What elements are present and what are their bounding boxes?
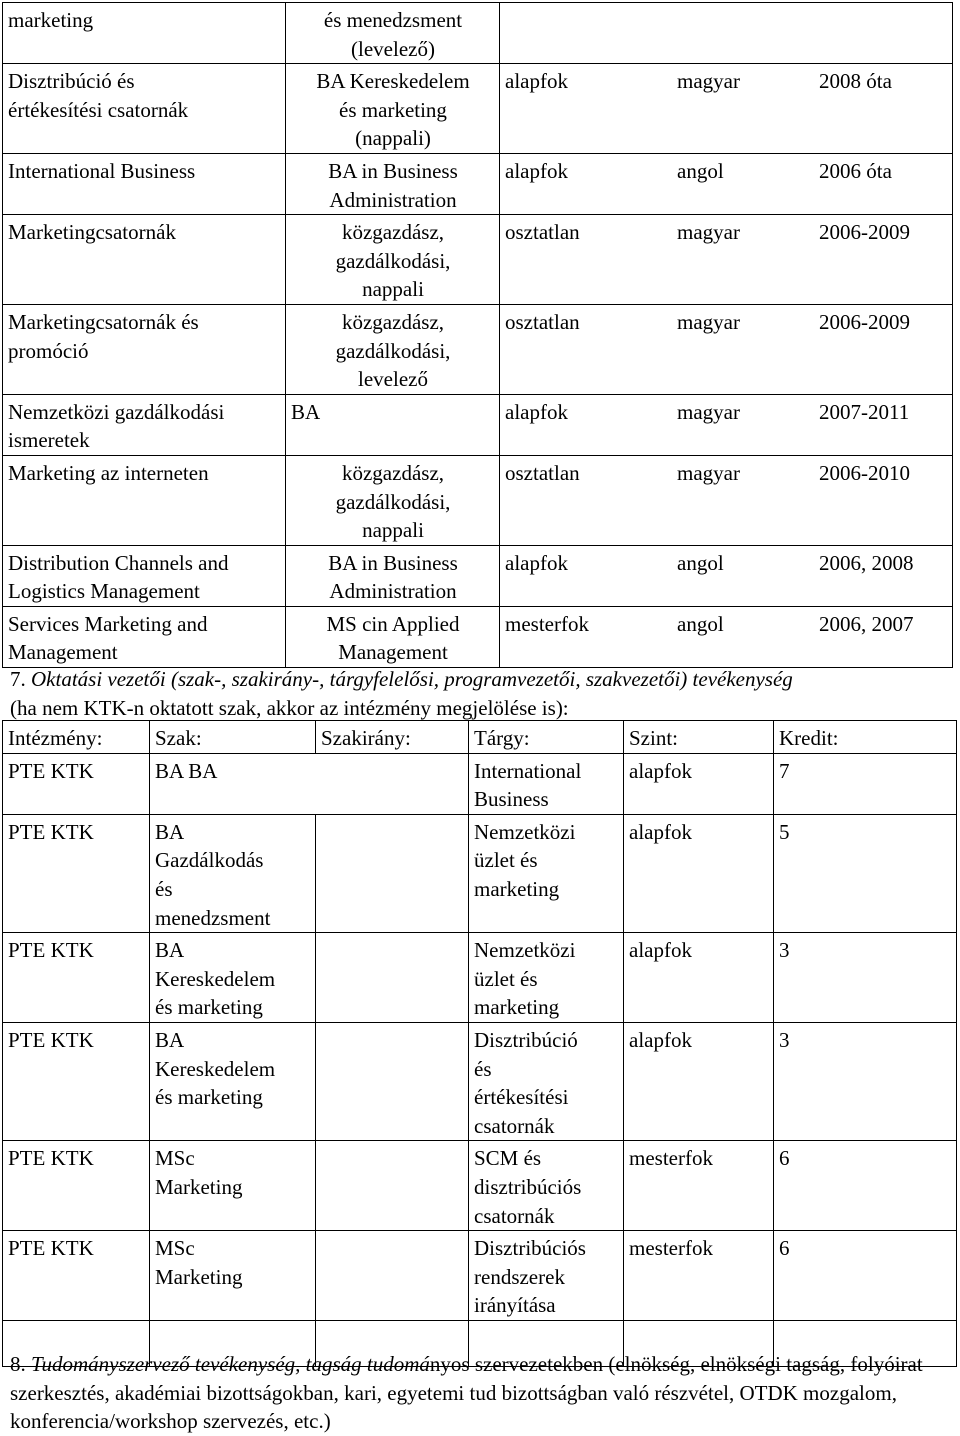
course-language: magyar xyxy=(677,220,740,245)
level-cell: mesterfok xyxy=(624,1141,774,1231)
course-name: Disztribúció és értékesítési csatornák xyxy=(3,64,286,154)
major-cell: MSc Marketing xyxy=(150,1231,316,1321)
institution-cell: PTE KTK xyxy=(3,1141,150,1231)
specialization-cell xyxy=(316,1141,469,1231)
subject-cell: International Business xyxy=(469,753,624,814)
course-language: magyar xyxy=(677,309,740,334)
leadership-row xyxy=(3,814,957,932)
course-year: 2006-2009 xyxy=(819,220,910,245)
major-cell: MSc Marketing xyxy=(150,1141,316,1231)
course-name: Nemzetközi gazdálkodási ismeretek xyxy=(3,394,286,455)
course-level: mesterfok xyxy=(505,611,589,636)
specialization-cell xyxy=(316,1231,469,1321)
program-name: közgazdász, gazdálkodási, levelező xyxy=(286,304,500,394)
level-cell: alapfok xyxy=(624,814,774,932)
course-details xyxy=(500,304,953,394)
institution-cell: PTE KTK xyxy=(3,1231,150,1321)
course-details xyxy=(500,3,953,64)
credit-cell: 6 xyxy=(774,1231,957,1321)
specialization-cell xyxy=(316,1022,469,1140)
header-row xyxy=(3,721,957,754)
leadership-row xyxy=(3,1231,957,1321)
credit-cell: 6 xyxy=(774,1141,957,1231)
course-year: 2006-2009 xyxy=(819,309,910,334)
section-7-number: 7. xyxy=(10,667,26,691)
subject-cell: SCM és disztribúciós csatornák xyxy=(469,1141,624,1231)
teaching-row xyxy=(3,394,953,455)
leadership-row xyxy=(3,1141,957,1231)
program-name: közgazdász, gazdálkodási, nappali xyxy=(286,215,500,305)
program-name: MS cin Applied Management xyxy=(286,606,500,667)
course-year: 2008 óta xyxy=(819,69,892,94)
teaching-row xyxy=(3,153,953,214)
level-cell: alapfok xyxy=(624,933,774,1023)
institution-cell: PTE KTK xyxy=(3,933,150,1023)
course-name: Distribution Channels and Logistics Management xyxy=(3,545,286,606)
program-name: BA xyxy=(286,394,500,455)
course-name: marketing xyxy=(3,3,286,64)
section-8-title-rest: nyos szervezetekben (elnökség, elnökségi tagság, folyóirat szerkesztés, akadémiai bizottságokban, kari, egyetemi tud bizottságban való részvétel, OTDK mozgalom, konferencia/workshop szervezés, etc.) xyxy=(10,1352,923,1434)
institution-cell: PTE KTK xyxy=(3,814,150,932)
course-level: alapfok xyxy=(505,158,568,183)
credit-cell: 5 xyxy=(774,814,957,932)
teaching-row xyxy=(3,304,953,394)
teaching-row xyxy=(3,3,953,64)
section-8-number: 8. xyxy=(10,1352,26,1376)
level-cell: alapfok xyxy=(624,753,774,814)
program-name: közgazdász, gazdálkodási, nappali xyxy=(286,455,500,545)
program-name: BA in Business Administration xyxy=(286,153,500,214)
course-language: angol xyxy=(677,158,724,183)
course-name: Marketingcsatornák és promóció xyxy=(3,304,286,394)
section-8-title-italic: Tudományszervező tevékenység, tagság tudomá xyxy=(31,1352,430,1376)
course-details xyxy=(500,153,953,214)
major-cell: BA Kereskedelem és marketing xyxy=(150,1022,316,1140)
header-specialization: Szakirány: xyxy=(316,721,469,754)
course-details xyxy=(500,215,953,305)
institution-cell: PTE KTK xyxy=(3,753,150,814)
course-year: 2007-2011 xyxy=(819,399,910,424)
header-institution: Intézmény: xyxy=(3,721,150,754)
section-7-title: Oktatási vezetői (szak-, szakirány-, tárgyfelelősi, programvezetői, szakvezetői) tevékenység xyxy=(31,667,793,691)
section-8 xyxy=(10,1350,950,1436)
course-details xyxy=(500,606,953,667)
header-credit: Kredit: xyxy=(774,721,957,754)
course-level: osztatlan xyxy=(505,220,580,245)
major-cell: BA Kereskedelem és marketing xyxy=(150,933,316,1023)
header-subject: Tárgy: xyxy=(469,721,624,754)
leadership-row xyxy=(3,753,957,814)
course-name: International Business xyxy=(3,153,286,214)
course-name: Services Marketing and Management xyxy=(3,606,286,667)
course-level: alapfok xyxy=(505,550,568,575)
level-cell: mesterfok xyxy=(624,1231,774,1321)
course-details xyxy=(500,64,953,154)
course-language: angol xyxy=(677,611,724,636)
course-level: alapfok xyxy=(505,399,568,424)
course-language: magyar xyxy=(677,460,740,485)
course-year: 2006 óta xyxy=(819,158,892,183)
header-major: Szak: xyxy=(150,721,316,754)
level-cell: alapfok xyxy=(624,1022,774,1140)
teaching-table xyxy=(2,2,953,668)
course-details xyxy=(500,455,953,545)
specialization-cell xyxy=(316,814,469,932)
course-details xyxy=(500,394,953,455)
course-year: 2006, 2008 xyxy=(819,550,914,575)
course-language: magyar xyxy=(677,69,740,94)
credit-cell: 3 xyxy=(774,933,957,1023)
institution-cell: PTE KTK xyxy=(3,1022,150,1140)
subject-cell: Disztribúciós rendszerek irányítása xyxy=(469,1231,624,1321)
teaching-row xyxy=(3,215,953,305)
leadership-row xyxy=(3,933,957,1023)
major-cell: BA Gazdálkodás és menedzsment xyxy=(150,814,316,932)
subject-cell: Disztribúció és értékesítési csatornák xyxy=(469,1022,624,1140)
course-year: 2006, 2007 xyxy=(819,611,914,636)
credit-cell: 7 xyxy=(774,753,957,814)
course-name: Marketing az interneten xyxy=(3,455,286,545)
program-name: és menedzsment (levelező) xyxy=(286,3,500,64)
teaching-row xyxy=(3,455,953,545)
section-7-subtitle: (ha nem KTK-n oktatott szak, akkor az intézmény megjelölése is): xyxy=(10,695,569,720)
teaching-row xyxy=(3,606,953,667)
section-7 xyxy=(10,665,950,722)
teaching-row xyxy=(3,64,953,154)
leadership-table xyxy=(2,720,957,1367)
course-language: angol xyxy=(677,550,724,575)
course-language: magyar xyxy=(677,399,740,424)
program-name: BA Kereskedelem és marketing (nappali) xyxy=(286,64,500,154)
course-year: 2006-2010 xyxy=(819,460,910,485)
header-level: Szint: xyxy=(624,721,774,754)
program-name: BA in Business Administration xyxy=(286,545,500,606)
course-name: Marketingcsatornák xyxy=(3,215,286,305)
course-level: osztatlan xyxy=(505,460,580,485)
leadership-row xyxy=(3,1022,957,1140)
subject-cell: Nemzetközi üzlet és marketing xyxy=(469,814,624,932)
course-details xyxy=(500,545,953,606)
major-cell: BA BA xyxy=(150,753,469,814)
specialization-cell xyxy=(316,933,469,1023)
course-level: osztatlan xyxy=(505,309,580,334)
credit-cell: 3 xyxy=(774,1022,957,1140)
course-level: alapfok xyxy=(505,69,568,94)
subject-cell: Nemzetközi üzlet és marketing xyxy=(469,933,624,1023)
teaching-row xyxy=(3,545,953,606)
